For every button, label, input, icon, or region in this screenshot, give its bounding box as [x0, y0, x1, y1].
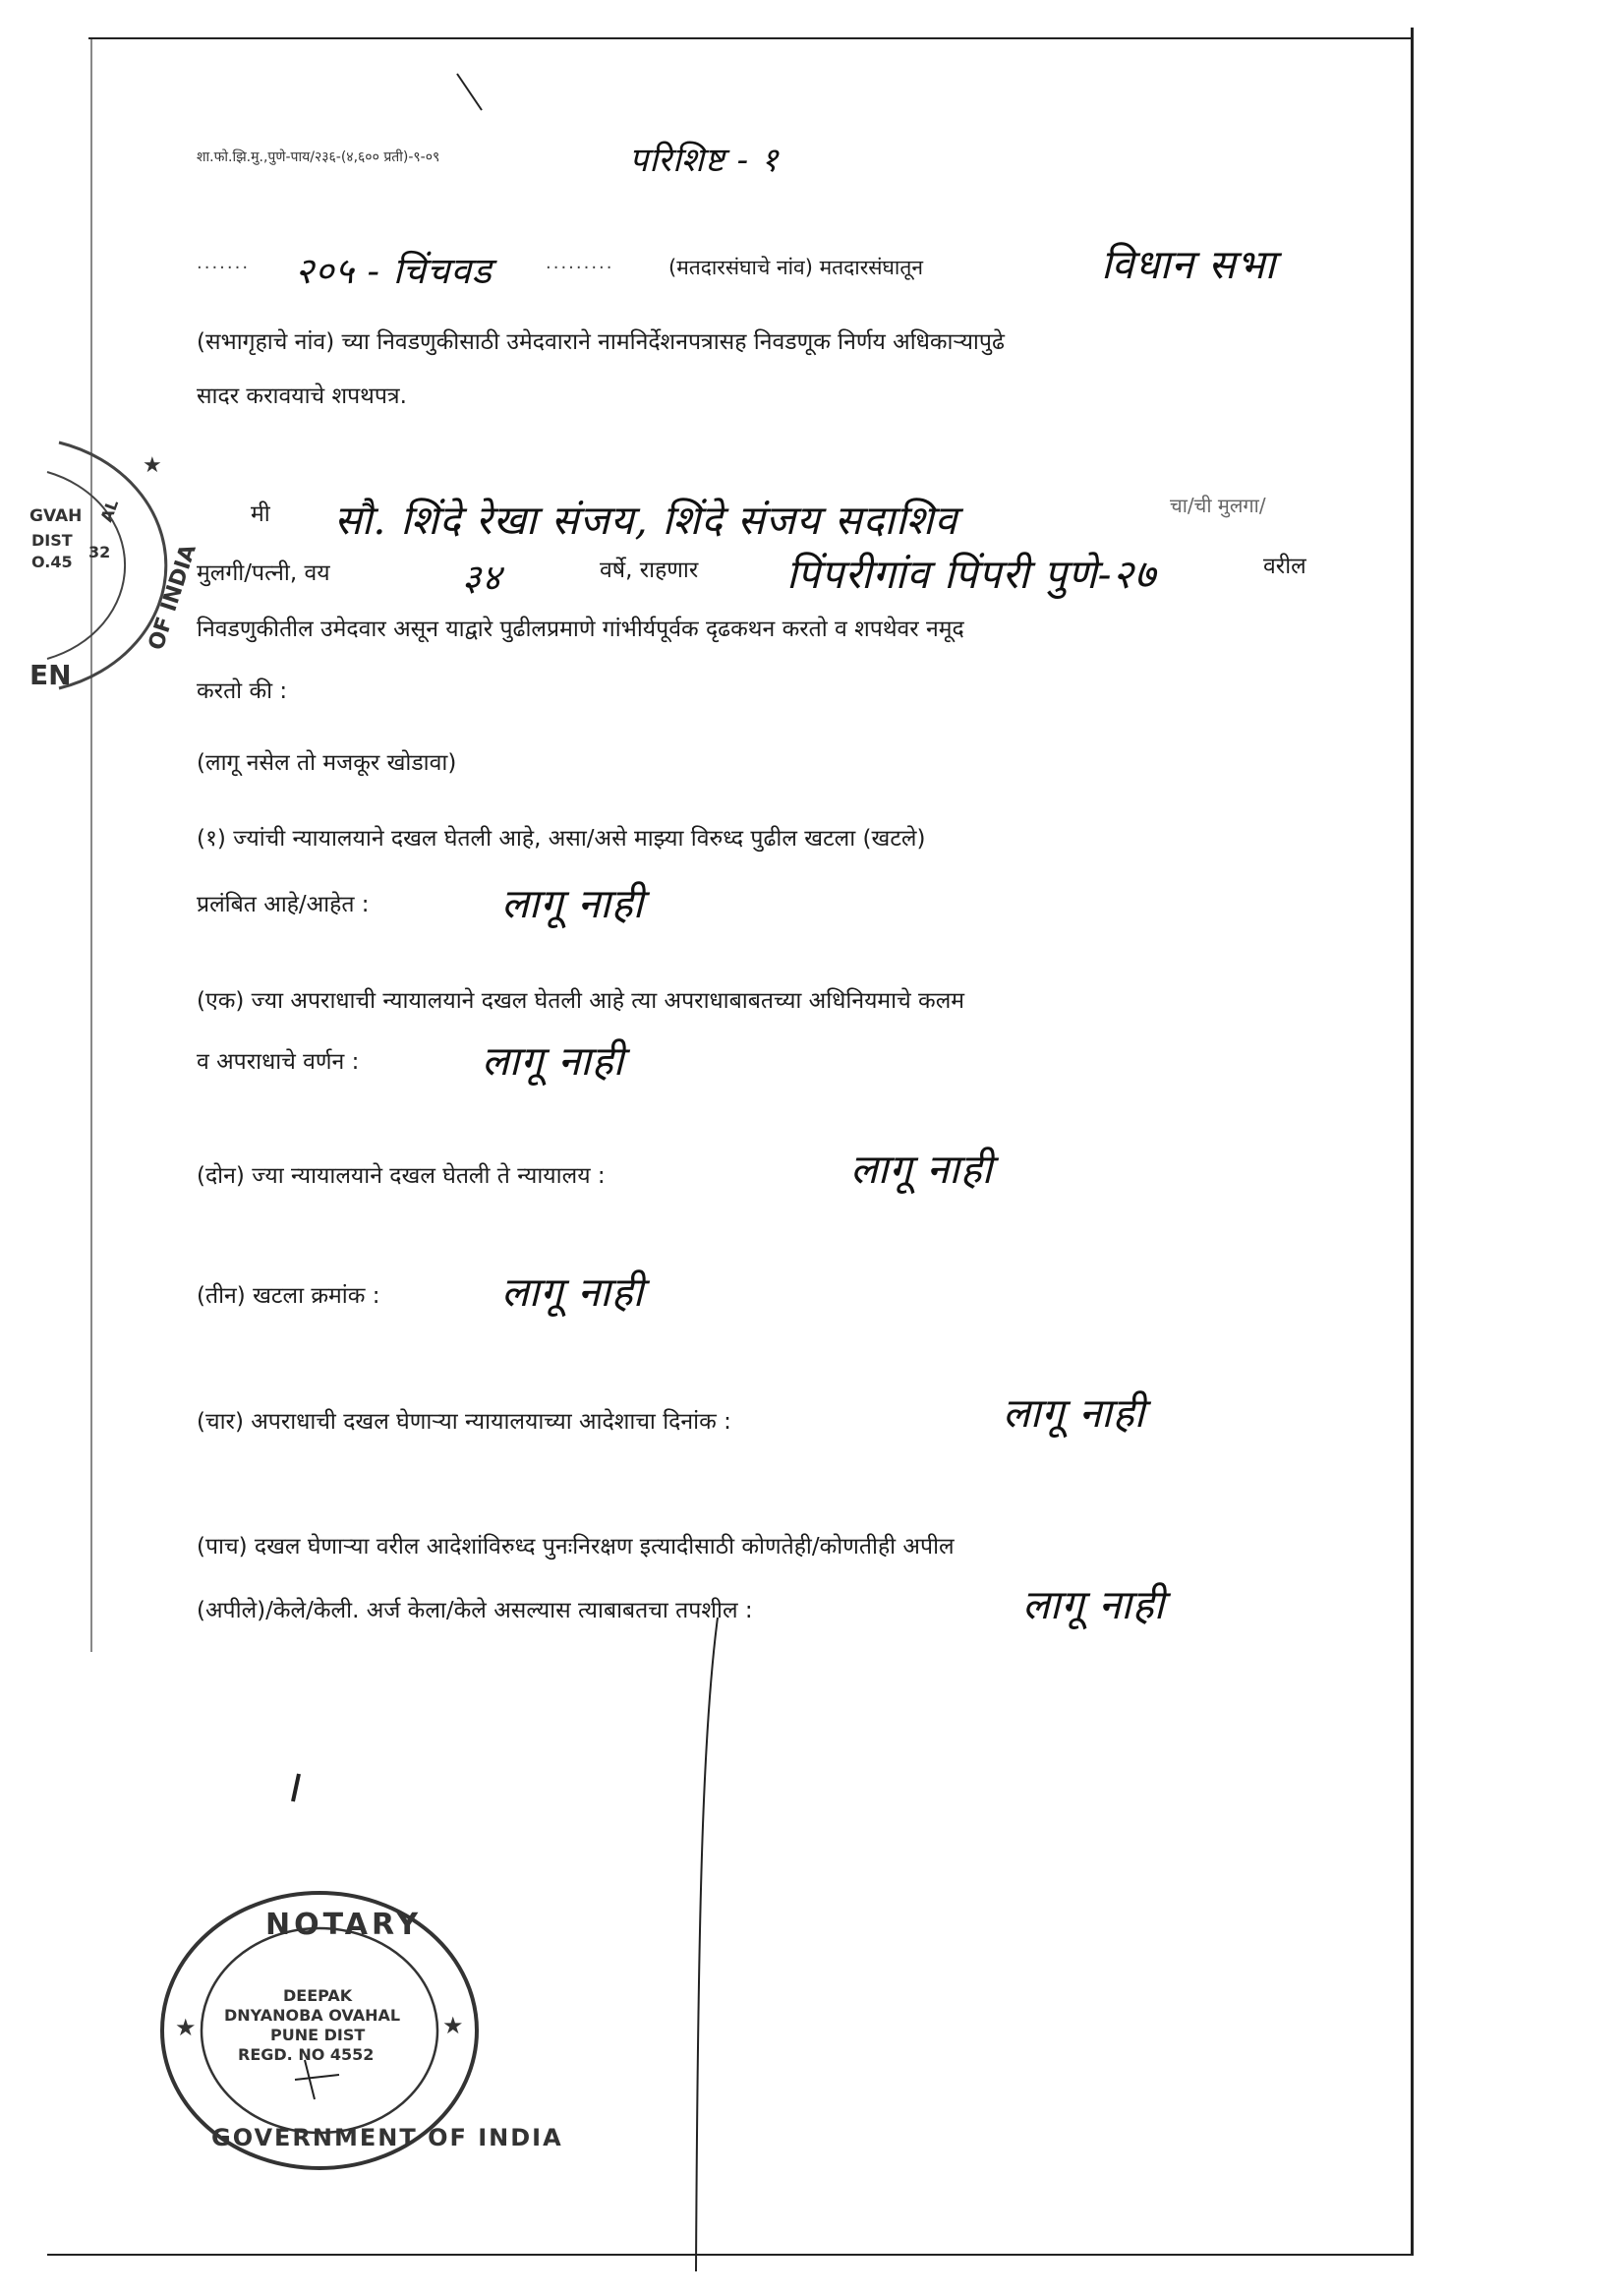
notary-stamp-name-2: DNYANOBA OVAHAL — [224, 2006, 401, 2025]
stamp-fragment-gvah: GVAH — [29, 506, 83, 526]
notary-stamp-district: PUNE DIST — [270, 2026, 366, 2044]
notary-stamp-government: GOVERNMENT OF INDIA — [211, 2124, 563, 2151]
stamp-fragment-no: O.45 — [31, 553, 73, 571]
declaration-line-3: निवडणुकीतील उमेदवार असून याद्वारे पुढीलप्रमाणे गांभीर्यपूर्वक दृढकथन करतो व शपथेवर नमूद — [197, 617, 964, 642]
intro-line-1: (सभागृहाचे नांव) च्या निवडणुकीसाठी उमेदवाराने नामनिर्देशनपत्रासह निवडणूक निर्णय अधिकाऱ्यापुढे — [197, 329, 1005, 355]
bottom-border-line — [47, 2254, 1414, 2256]
declarant-prefix: मी — [251, 501, 270, 527]
svg-text:★: ★ — [143, 453, 162, 478]
declarant-address: पिंपरीगांव पिंपरी पुणे-२७ — [786, 551, 1157, 598]
intro-line-2: सादर करावयाचे शपथपत्र. — [197, 383, 407, 409]
relation-line-prefix: मुलगी/पत्नी, वय — [197, 560, 330, 586]
partial-notary-stamp — [29, 433, 206, 698]
top-border-line — [88, 37, 1411, 39]
svg-text:★: ★ — [175, 2014, 197, 2041]
declaration-line-4: करतो की : — [197, 678, 288, 704]
stamp-fragment-dist: DIST — [31, 531, 73, 550]
notary-stamp-name-1: DEEPAK — [283, 1986, 353, 2005]
declarant-age: ३४ — [462, 557, 502, 599]
appendix-label: परिशिष्ट - १ — [629, 141, 780, 180]
notary-stamp — [157, 1888, 563, 2173]
notary-stamp-regd: REGD. NO 4552 — [238, 2045, 375, 2064]
years-label: वर्षे, राहणार — [600, 558, 699, 583]
stamp-fragment-arc: OF INDIA — [144, 541, 202, 654]
pen-stroke-vertical — [688, 1613, 727, 2281]
item-2-answer: लागू नाही — [482, 1037, 625, 1085]
stamp-fragment-al: AL — [96, 497, 123, 525]
notary-stamp-title: NOTARY — [265, 1908, 423, 1942]
printer-reference: शा.फो.झि.मु.,पुणे-पाय/२३६-(४,६०० प्रती)-९-०९ — [197, 149, 440, 165]
svg-text:★: ★ — [442, 2012, 464, 2039]
item-5-line-1: (चार) अपराधाची दखल घेणाऱ्या न्यायालयाच्या आदेशाचा दिनांक : — [197, 1409, 731, 1435]
left-scan-line — [90, 39, 92, 1652]
item-1-line-2: प्रलंबित आहे/आहेत : — [197, 892, 370, 917]
item-6-line-1: (पाच) दखल घेणाऱ्या वरील आदेशांविरुध्द पुनःनिरक्षण इत्यादीसाठी कोणतेही/कोणतीही अपील — [197, 1534, 955, 1560]
item-1-answer: लागू नाही — [501, 880, 645, 927]
item-3-line-1: (दोन) ज्या न्यायालयाने दखल घेतली ते न्यायालय : — [197, 1163, 606, 1189]
item-2-line-1: (एक) ज्या अपराधाची न्यायालयाने दखल घेतली आहे त्या अपराधाबाबतच्या अधिनियमाचे कलम — [197, 988, 965, 1014]
item-1-line-1: (१) ज्यांची न्यायालयाने दखल घेतली आहे, असा/असे माझ्या विरुध्द पुढील खटला (खटले) — [197, 826, 926, 852]
item-6-answer: लागू नाही — [1022, 1581, 1166, 1628]
relation-suffix: चा/ची मुलगा/ — [1170, 494, 1266, 517]
pen-mark-bottom — [287, 1770, 307, 1809]
item-5-answer: लागू नाही — [1003, 1389, 1146, 1437]
stamp-fragment-en: EN — [29, 659, 72, 691]
constituency-label: (मतदारसंघाचे नांव) मतदारसंघातून — [668, 256, 923, 279]
constituency-name: २०५ - चिंचवड — [295, 250, 493, 292]
declarant-name: सौ. शिंदे रेखा संजय, शिंदे संजय सदाशिव — [334, 497, 958, 544]
strike-instruction: (लागू नसेल तो मजकूर खोडावा) — [197, 750, 457, 776]
house-name: विधान सभा — [1101, 241, 1277, 288]
item-4-line-1: (तीन) खटला क्रमांक : — [197, 1283, 380, 1309]
item-3-answer: लागू नाही — [850, 1146, 994, 1193]
stamp-fragment-num: 32 — [88, 543, 111, 561]
dotted-leader: ········· — [546, 258, 614, 278]
pen-mark-top — [452, 69, 492, 118]
item-6-line-2: (अपीले)/केले/केली. अर्ज केला/केले असल्यास त्याबाबतचा तपशील : — [197, 1598, 753, 1623]
item-2-line-2: व अपराधाचे वर्णन : — [197, 1049, 360, 1075]
dotted-leader: ······· — [197, 258, 251, 278]
right-border-line — [1411, 28, 1414, 2255]
item-4-answer: लागू नाही — [501, 1268, 645, 1316]
address-suffix: वरील — [1263, 554, 1306, 579]
